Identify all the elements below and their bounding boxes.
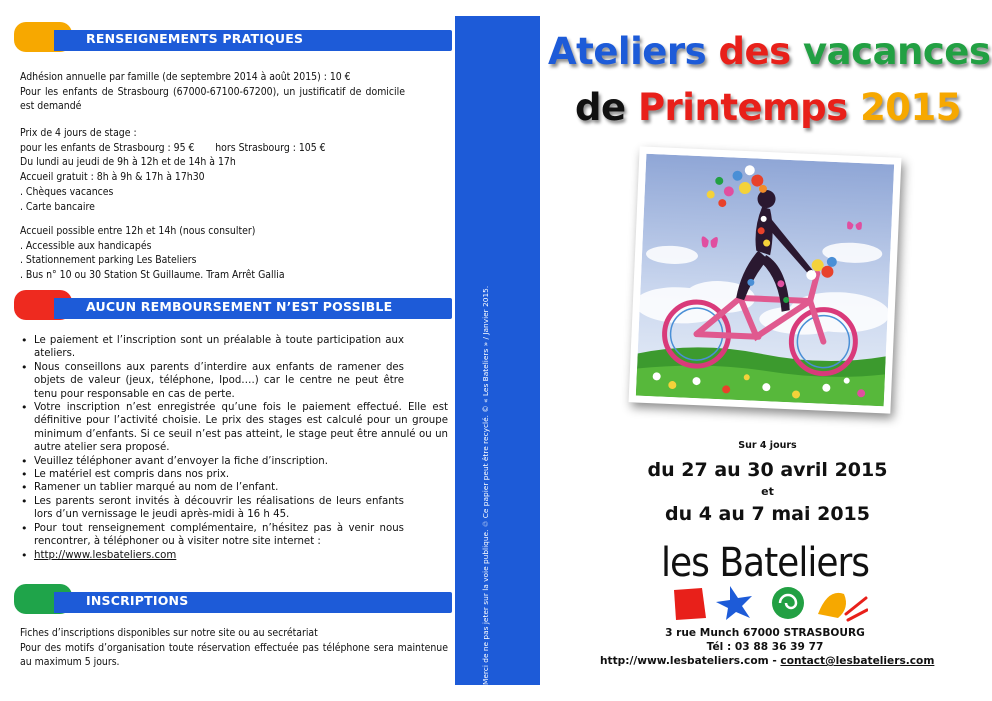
section-bar [54,298,452,319]
price-values: pour les enfants de Strasbourg : 95 € hors Strasbourg : 105 € [20,141,326,154]
section-title-refund: AUCUN REMBOURSEMENT N’EST POSSIBLE [86,299,393,314]
payment-card: . Carte bancaire [20,200,95,213]
email-link[interactable]: contact@lesbateliers.com [780,655,935,667]
red-strokes-icon [846,598,867,620]
date-range-may: du 4 au 7 mai 2015 [664,503,870,525]
phone: Tél : 03 88 36 39 77 [706,641,824,653]
pricing-paragraph [20,126,420,214]
title-word: Printemps [637,86,848,129]
transport: . Bus n° 10 ou 30 Station St Guillaume. Tram Arrêt Gallia [20,269,285,282]
recycle-notice: Merci de ne pas jeter sur la voie publique. ♲ Ce papier peut être recyclé. © « Les Bateliers » / Janvier 2015. [481,285,490,685]
title-word: Ateliers [548,30,707,73]
membership-paragraph [20,70,405,114]
schedule: Du lundi au jeudi de 9h à 12h et de 14h à 17h [20,156,236,169]
date-joiner: et [761,485,774,498]
list-item-link [20,549,448,562]
green-spiral-icon [772,587,804,619]
website[interactable]: http://www.lesbateliers.com [600,655,769,667]
membership-fee: Adhésion annuelle par famille (de septembre 2014 à août 2015) : 10 € [20,71,351,83]
orange-shape-icon [818,593,846,618]
spring-illustration [629,146,902,413]
list-item: • Le matériel est compris dans nos prix. [20,468,448,481]
registration-paragraph [20,626,448,670]
list-item: • Les parents seront invités à découvrir les réalisations de leurs enfants lors d’un vernissage le jeudi après-midi à 16 h 45. [20,495,448,522]
date-range-april: du 27 au 30 avril 2015 [647,459,888,481]
title-word: des [718,30,791,73]
list-item: • Le paiement et l’inscription sont un préalable à toute participation aux ateliers. [20,334,448,361]
section-title-registration: INSCRIPTIONS [86,593,189,608]
blue-spine [455,16,540,685]
access-paragraph [20,224,420,283]
registration-forms: Fiches d’inscriptions disponibles sur notre site ou au secrétariat [20,627,318,639]
section-bar [54,592,452,613]
list-item: • Veuillez téléphoner avant d’envoyer la fiche d’inscription. [20,455,448,468]
residency-proof: Pour les enfants de Strasbourg (67000-67100-67200), un justificatif de domicile est demandé [20,85,405,113]
address: 3 rue Munch 67000 STRASBOURG [665,627,865,639]
duration-label: Sur 4 jours [738,440,797,451]
title-word: 2015 [860,86,962,129]
contact-line [600,655,935,668]
list-item: • Votre inscription n’est enregistrée qu’une fois le paiement effectué. Elle est définitive pour l’activité choisie. Le prix des stages est calculé pour un groupe minimum d’enfants. Si ce seuil n’est pas atteint, le stage peut être annulé ou un autre atelier sera proposé. [20,401,448,455]
rules-list [20,334,448,562]
logo-shapes-icon [668,584,868,622]
list-item: • Ramener un tablier marqué au nom de l’enfant. [20,481,448,494]
list-item: • Pour tout renseignement complémentaire, n’hésitez pas à venir nous rencontrer, à téléphoner ou à visiter notre site internet : [20,522,448,549]
accessibility: . Accessible aux handicapés [20,239,152,252]
free-reception: Accueil gratuit : 8h à 9h & 17h à 17h30 [20,171,205,184]
title-word: de [574,86,626,129]
title-line-2 [548,86,988,130]
parking: . Stationnement parking Les Bateliers [20,254,197,267]
blue-star-icon [716,586,752,620]
title-word: vacances [803,30,991,73]
cyclist-illustration [636,154,894,407]
red-square-icon [674,588,706,620]
section-bar [54,30,452,51]
bateliers-logo: les Bateliers [661,540,869,586]
title-line-1 [548,30,991,74]
lunch-reception: Accueil possible entre 12h et 14h (nous consulter) [20,225,256,237]
contact-separator: - [768,655,781,667]
phone-reservation: Pour des motifs d’organisation toute réservation effectuée pas téléphone sera maintenue au maximum 5 jours. [20,641,448,669]
payment-vouchers: . Chèques vacances [20,185,114,198]
list-item: • Nous conseillons aux parents d’interdire aux enfants de ramener des objets de valeur (jeux, téléphone, Ipod….) car le centre ne peut être tenu pour responsable en cas de perte. [20,361,448,401]
section-title-practical: RENSEIGNEMENTS PRATIQUES [86,31,304,46]
price-heading: Prix de 4 jours de stage : [20,127,137,139]
website-link[interactable]: http://www.lesbateliers.com [34,549,177,561]
